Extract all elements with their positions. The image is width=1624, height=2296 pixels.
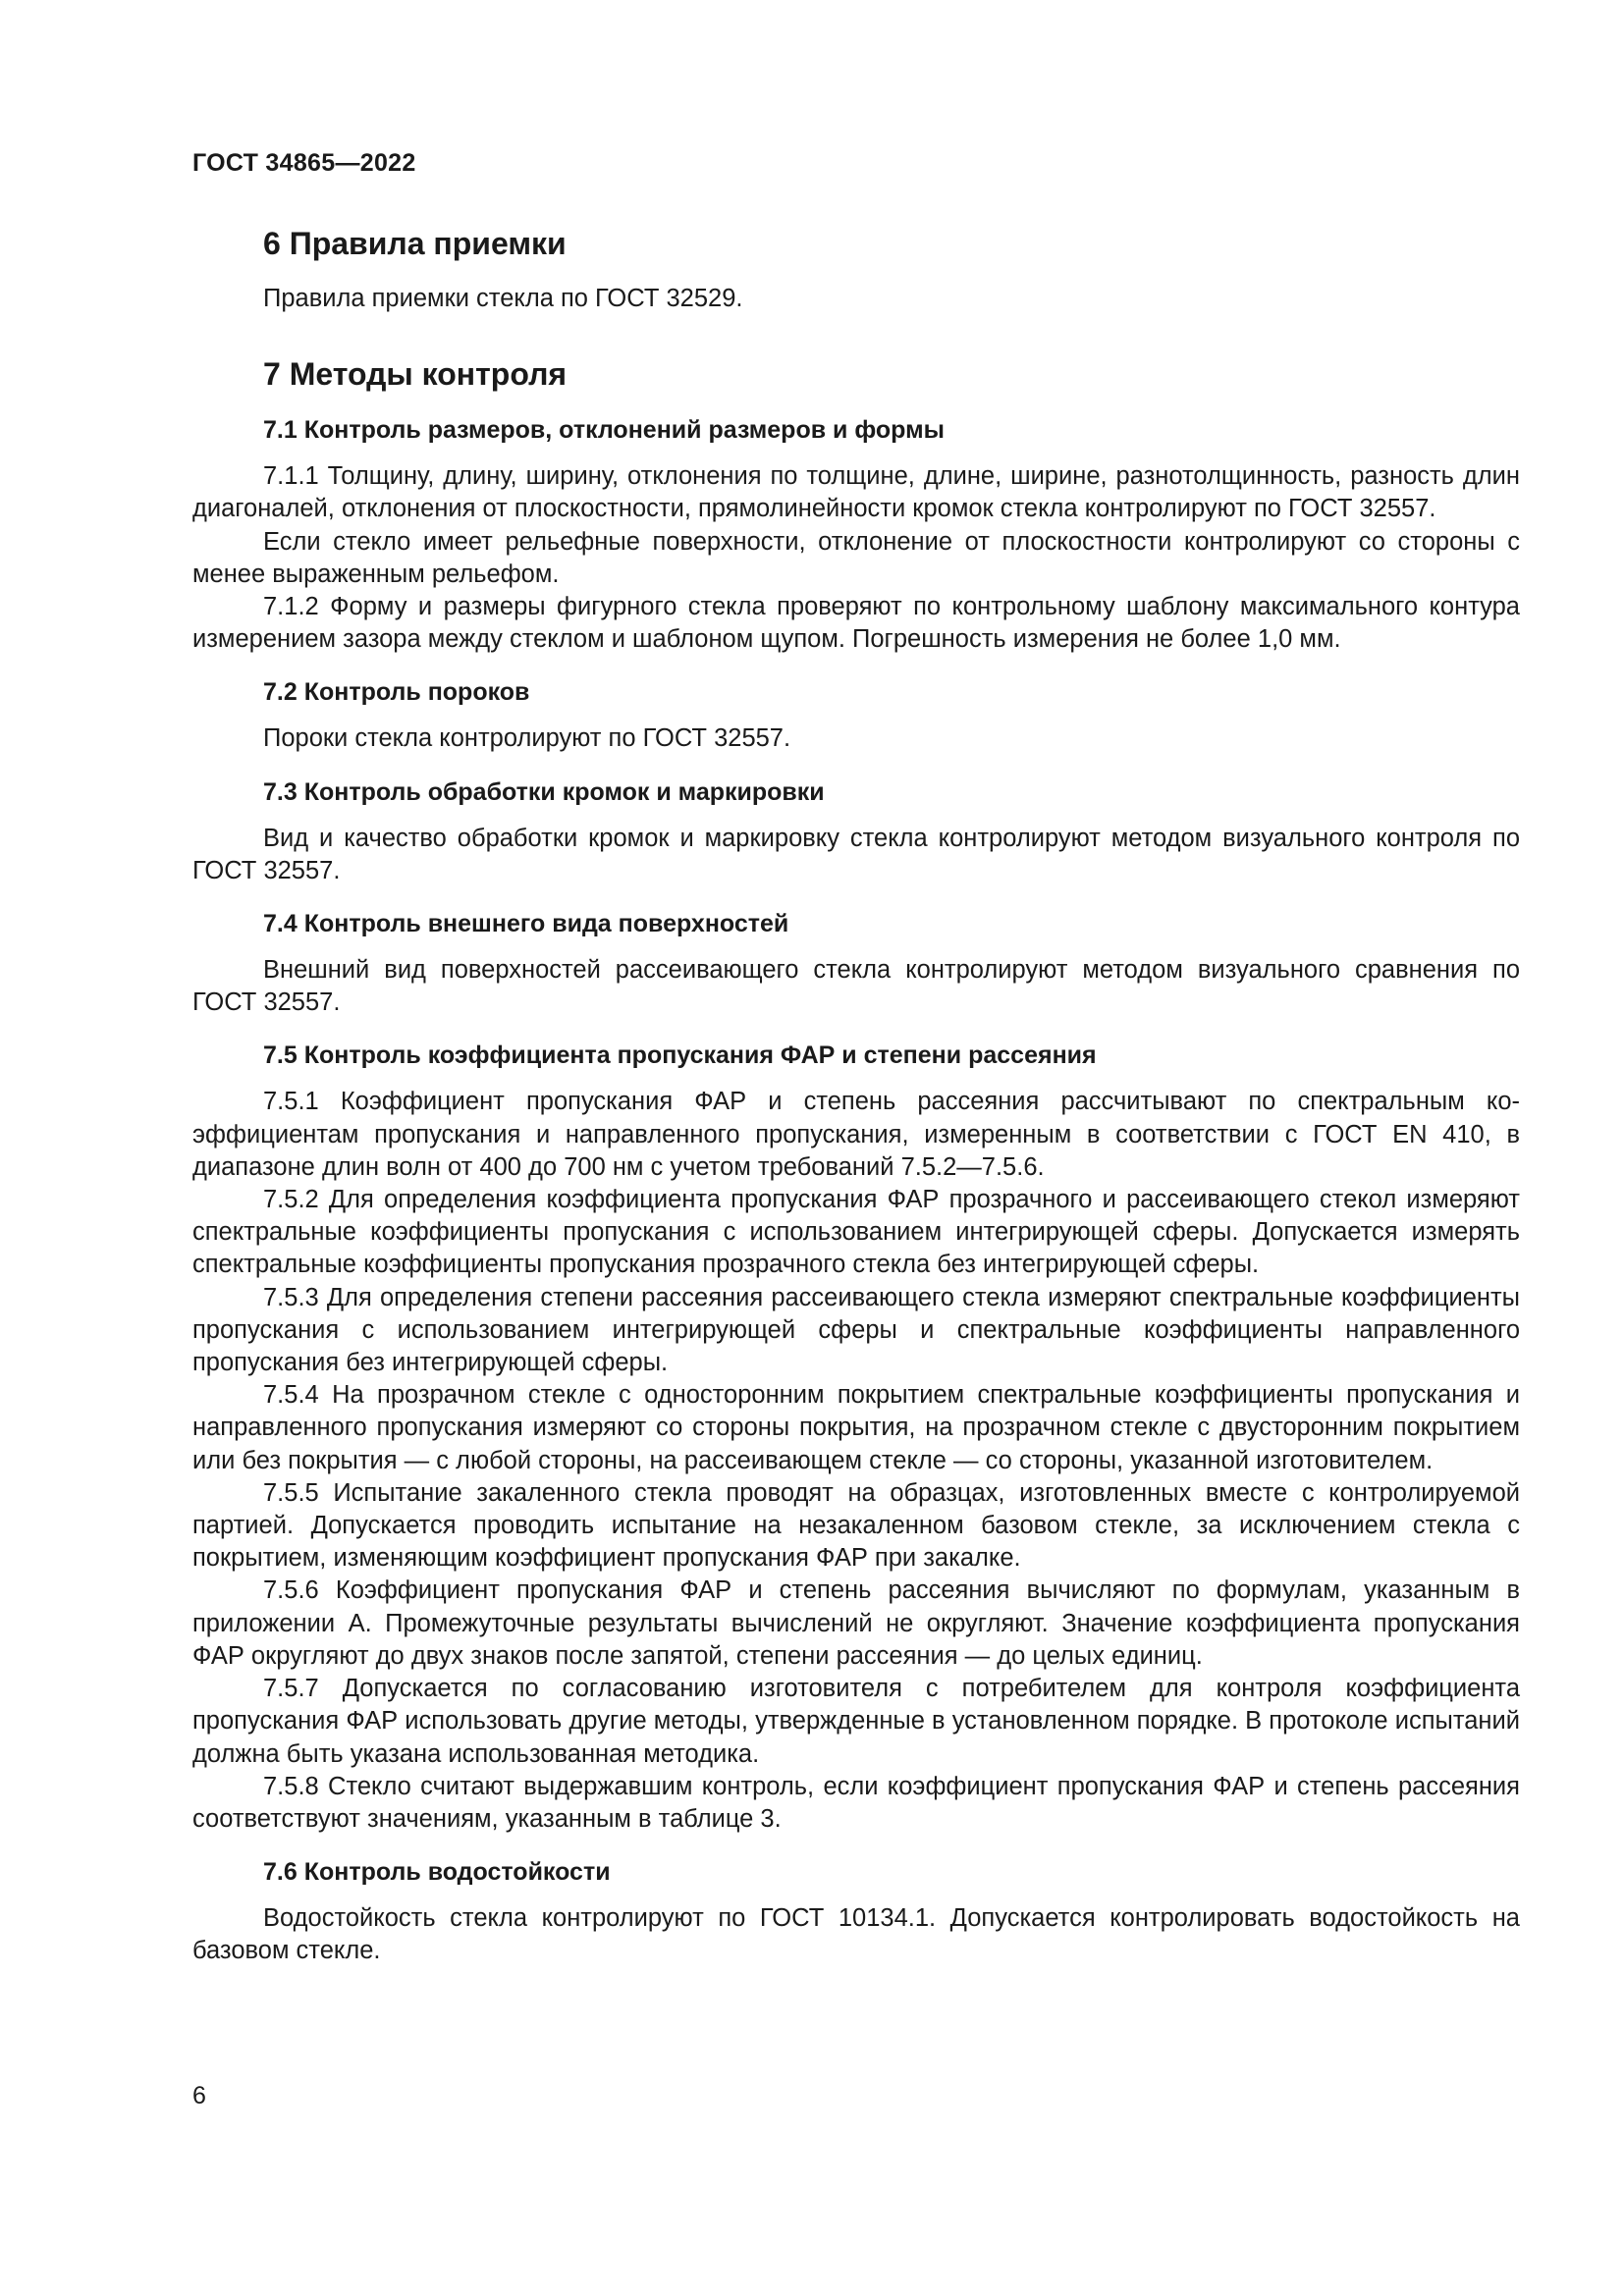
paragraph-7-2: Пороки стекла контролируют по ГОСТ 32557.	[263, 724, 791, 753]
subsection-7-4-title: 7.4 Контроль внешнего вида поверхностей	[263, 910, 789, 938]
paragraph-7-5-7: 7.5.7 Допускается по согласованию изготовителя с потребителем для контроля коэффициента пропускания ФАР использовать другие методы, утвержденные в установленном порядке. В протоколе испытаний должна быть указана использованная методика.	[192, 1675, 1520, 1768]
subsection-7-3-title: 7.3 Контроль обработки кромок и маркировки	[263, 777, 825, 806]
paragraph-7-5-3: 7.5.3 Для определения степени рассеяния рассеивающего стекла измеряют спектральные коэффициенты пропускания с использованием интегрирующей сферы и спектральные коэффициенты направленного пропускания без интегрирующей сферы.	[192, 1283, 1520, 1377]
paragraph-7-3: Вид и качество обработки кромок и маркировку стекла контролируют методом визуального контроля по ГОСТ 32557.	[192, 824, 1520, 884]
paragraph-7-1-2: 7.1.2 Форму и размеры фигурного стекла проверяют по контрольному шаблону максимального контура измерением зазора между стеклом и шаблоном щупом. Погрешность измерения не более 1,0 мм.	[192, 593, 1520, 654]
paragraph-7-1-1-relief: Если стекло имеет рельефные поверхности, отклонение от плоскостности контролируют со стороны с менее выраженным рельефом.	[192, 527, 1520, 588]
paragraph-7-6: Водостойкость стекла контролируют по ГОСТ 10134.1. Допускается контролировать водостойкость на базовом стекле.	[192, 1904, 1520, 1965]
paragraph-7-5-8: 7.5.8 Стекло считают выдержавшим контроль, если коэффициент пропускания ФАР и степень рассеяния соответствуют значениям, указанным в таблице 3.	[192, 1772, 1520, 1833]
subsection-7-6-title: 7.6 Контроль водостойкости	[263, 1858, 611, 1887]
paragraph-7-1-1: 7.1.1 Толщину, длину, ширину, отклонения по толщине, длине, ширине, разнотолщинность, разность длин диагоналей, отклонения от плоскостности, прямолинейности кромок стекла контролируют по ГОСТ 32557.	[192, 462, 1520, 523]
paragraph-7-5-5: 7.5.5 Испытание закаленного стекла проводят на образцах, изготовленных вместе с контролируемой партией. Допускается проводить испытание на незакаленном базовом стекле, за исключением стекла с покрытием, изменяющим коэффициент пропускания ФАР при закалке.	[192, 1478, 1520, 1573]
section-6-paragraph: Правила приемки стекла по ГОСТ 32529.	[263, 285, 743, 312]
paragraph-7-5-4: 7.5.4 На прозрачном стекле с односторонним покрытием спектральные коэффициенты пропускания и направленного пропускания измеряют со стороны покрытия, на прозрачном стекле с двусторонним покрытием или без покрытия — с любой стороны, на рассеивающем стекле — со стороны, указанной изготовителем.	[192, 1381, 1520, 1474]
paragraph-7-4: Внешний вид поверхностей рассеивающего стекла контролируют методом визуального сравнения по ГОСТ 32557.	[192, 956, 1520, 1017]
paragraph-7-5-1: 7.5.1 Коэффициент пропускания ФАР и степень рассеяния рассчитывают по спектральным коэффициентам пропускания и направленного пропускания, измеренным в соответствии с ГОСТ EN 410, в диапазоне длин волн от 400 до 700 нм с учетом требований 7.5.2—7.5.6.	[192, 1088, 1520, 1181]
paragraph-7-5-2: 7.5.2 Для определения коэффициента пропускания ФАР прозрачного и рассеивающего стекол измеряют спектральные коэффициенты пропускания с использованием интегрирующей сферы. Допускается измерять спектральные коэффициенты пропускания прозрачного стекла без интегрирующей сферы.	[192, 1186, 1520, 1279]
document-code-header: ГОСТ 34865—2022	[192, 149, 416, 177]
paragraph-7-5-6: 7.5.6 Коэффициент пропускания ФАР и степень рассеяния вычисляют по формулам, указанным в приложении А. Промежуточные результаты вычислений не округляют. Значение коэффициента пропускания ФАР округляют до двух знаков после запятой, степени рассеяния — до целых единиц.	[192, 1576, 1520, 1670]
page-number: 6	[192, 2082, 206, 2109]
section-7-title: 7 Методы контроля	[263, 356, 568, 393]
subsection-7-1-title: 7.1 Контроль размеров, отклонений размеров и формы	[263, 416, 945, 445]
page-content	[192, 222, 1520, 1968]
section-6-title: 6 Правила приемки	[263, 226, 567, 261]
subsection-7-5-title: 7.5 Контроль коэффициента пропускания ФАР и степени рассеяния	[263, 1041, 1097, 1070]
subsection-7-2-title: 7.2 Контроль пороков	[263, 678, 530, 707]
